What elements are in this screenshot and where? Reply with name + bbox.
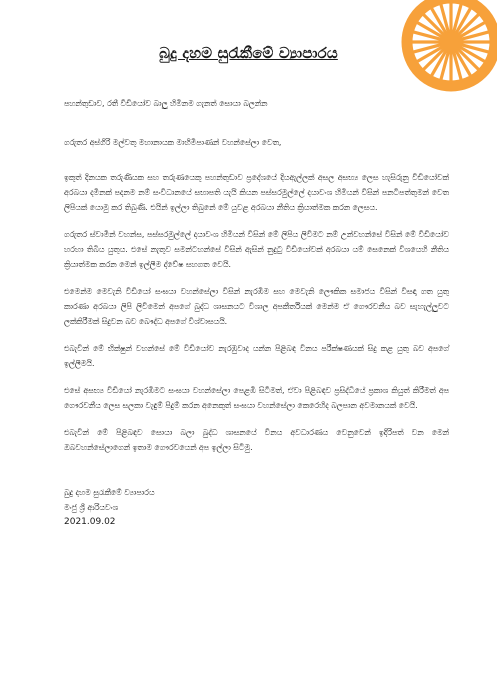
letter-paragraphs [64,170,449,455]
letter-salutation: ගරුතර අස්ගිරි මල්වතු මහානායක මාහිමිපාණන් වහන්සේලා වෙත, [64,138,282,147]
letter-paragraph: එමෙන්ම මෙවැනි වීඩියෝ සංඝයා වහන්සේලා විසින් නැරඹීම සහ මෙවැනි ලෞකික සමාජය විසින් විසඳා ගත යුතු කාරණා අරබයා ලිපි ලිවීමෙන් අපගේ බුද්ධ ශාසනයට විශාල අපකීර්තියක් මෙන්ම ඒ ගෞරවනීය බව සැහැල්ලුවට ලක්කිරීමක් සිදුවන බව බෞද්ධ අපගේ විශ්වාසයයි. [64,287,449,326]
letter-paragraph: ගරුතර ස්වාමීන් වහන්ස, පස්සරමුල්ලේ දයාවංශ හිමියන් විසින් මේ ලිපිය ලිවීමට නම් උන්වහන්සේ විසින් මේ වීඩියෝව හරහා තිබිය යුතුය. එසේ නැතුව සමන්ටහන්සේ විසින් ඇසින් නුදුටු වීඩියෝවක් අරබයා යම් සෙනෙක් විශයෙහි නීතිය ක්‍රියාත්මක කරන මෙන් ඉල්ලීම ද්වේෂ සහගත වෙයි. [64,230,449,269]
signature-date: 2021.09.02 [64,517,116,527]
letter-subject: පහන්තුඩාව, රතී වීඩියෝව බාලු හිමිනම ගැනත් සොයා බලන්න [64,99,268,108]
letter-paragraph: ඉකුත් දිනයක තරුණියක සහ තරුණයෙකු පහන්තුඩාව ප්‍රදේශයේ දියඇල්ලක් අසල අසභ්‍ය ලෙස හැසිරුනු වීඩියෝවක් අරබයා දමිනක් පදනම නම් සංවිධානයේ සභාපති යැයි කියන පස්සරමුල්ලේ දයාවංශ හිමියන් විසින් පනටිපත්තුමන් වෙත ලිපියක් යොමු කර තිබුණි. එයින් ඉල්ලා තිබුනේ මේ යුවළ අරබයා නීතිය ක්‍රියාත්මක කරන ලෙසය. [64,173,449,212]
signature-name: මංජු ශ්‍රී ආරියවංශ [64,503,119,512]
signature-block [64,485,449,530]
letter-body [64,90,449,530]
letter-paragraph: එබැවින් මේ පිළිබඳව සොයා බලා බුද්ධ ශාසනයේ විනය අවධාරණය වෙනුවෙන් ඉදිරිපත් වන මෙන් ඔබවහන්සේලාගෙන් ඉතාම ගෞරවයෙන් අප ඉල්ලා සිටිමු. [64,428,449,452]
page-title: බුදු දහම සුරැකීමේ ව්‍යාපාරය [159,44,338,62]
letter-paragraph: එබැවින් මේ භික්ෂුන් වහන්සේ මේ වීඩියෝව නැරඹුවාද යන්න පිළිබඳ විනය පරීක්ෂණයක් සිදු කළ යුතු බව අපගේ ඉල්ලීමයි. [64,344,449,368]
signature-organization: බුදු දහම සුරැකීමේ ව්‍යාපාරය [64,488,155,497]
letter-paragraph: එසේ අසභ්‍ය වීඩියෝ නැරඹීමට සංඝයා වහන්සේලා පෙළඹී සිටීමත්, ඒවා පිළිබඳව ප්‍රසිද්ධියේ ප්‍රකාශ කියුත් කිරීමත් අප ගෞරවනීය ලෙස සලකා වැඳුම් පිදුම් කරන අනෙකුත් සංඝයා වහන්සේලා කෙරෙහිද බලපාන අවමානයක් වෙයි. [64,386,449,410]
